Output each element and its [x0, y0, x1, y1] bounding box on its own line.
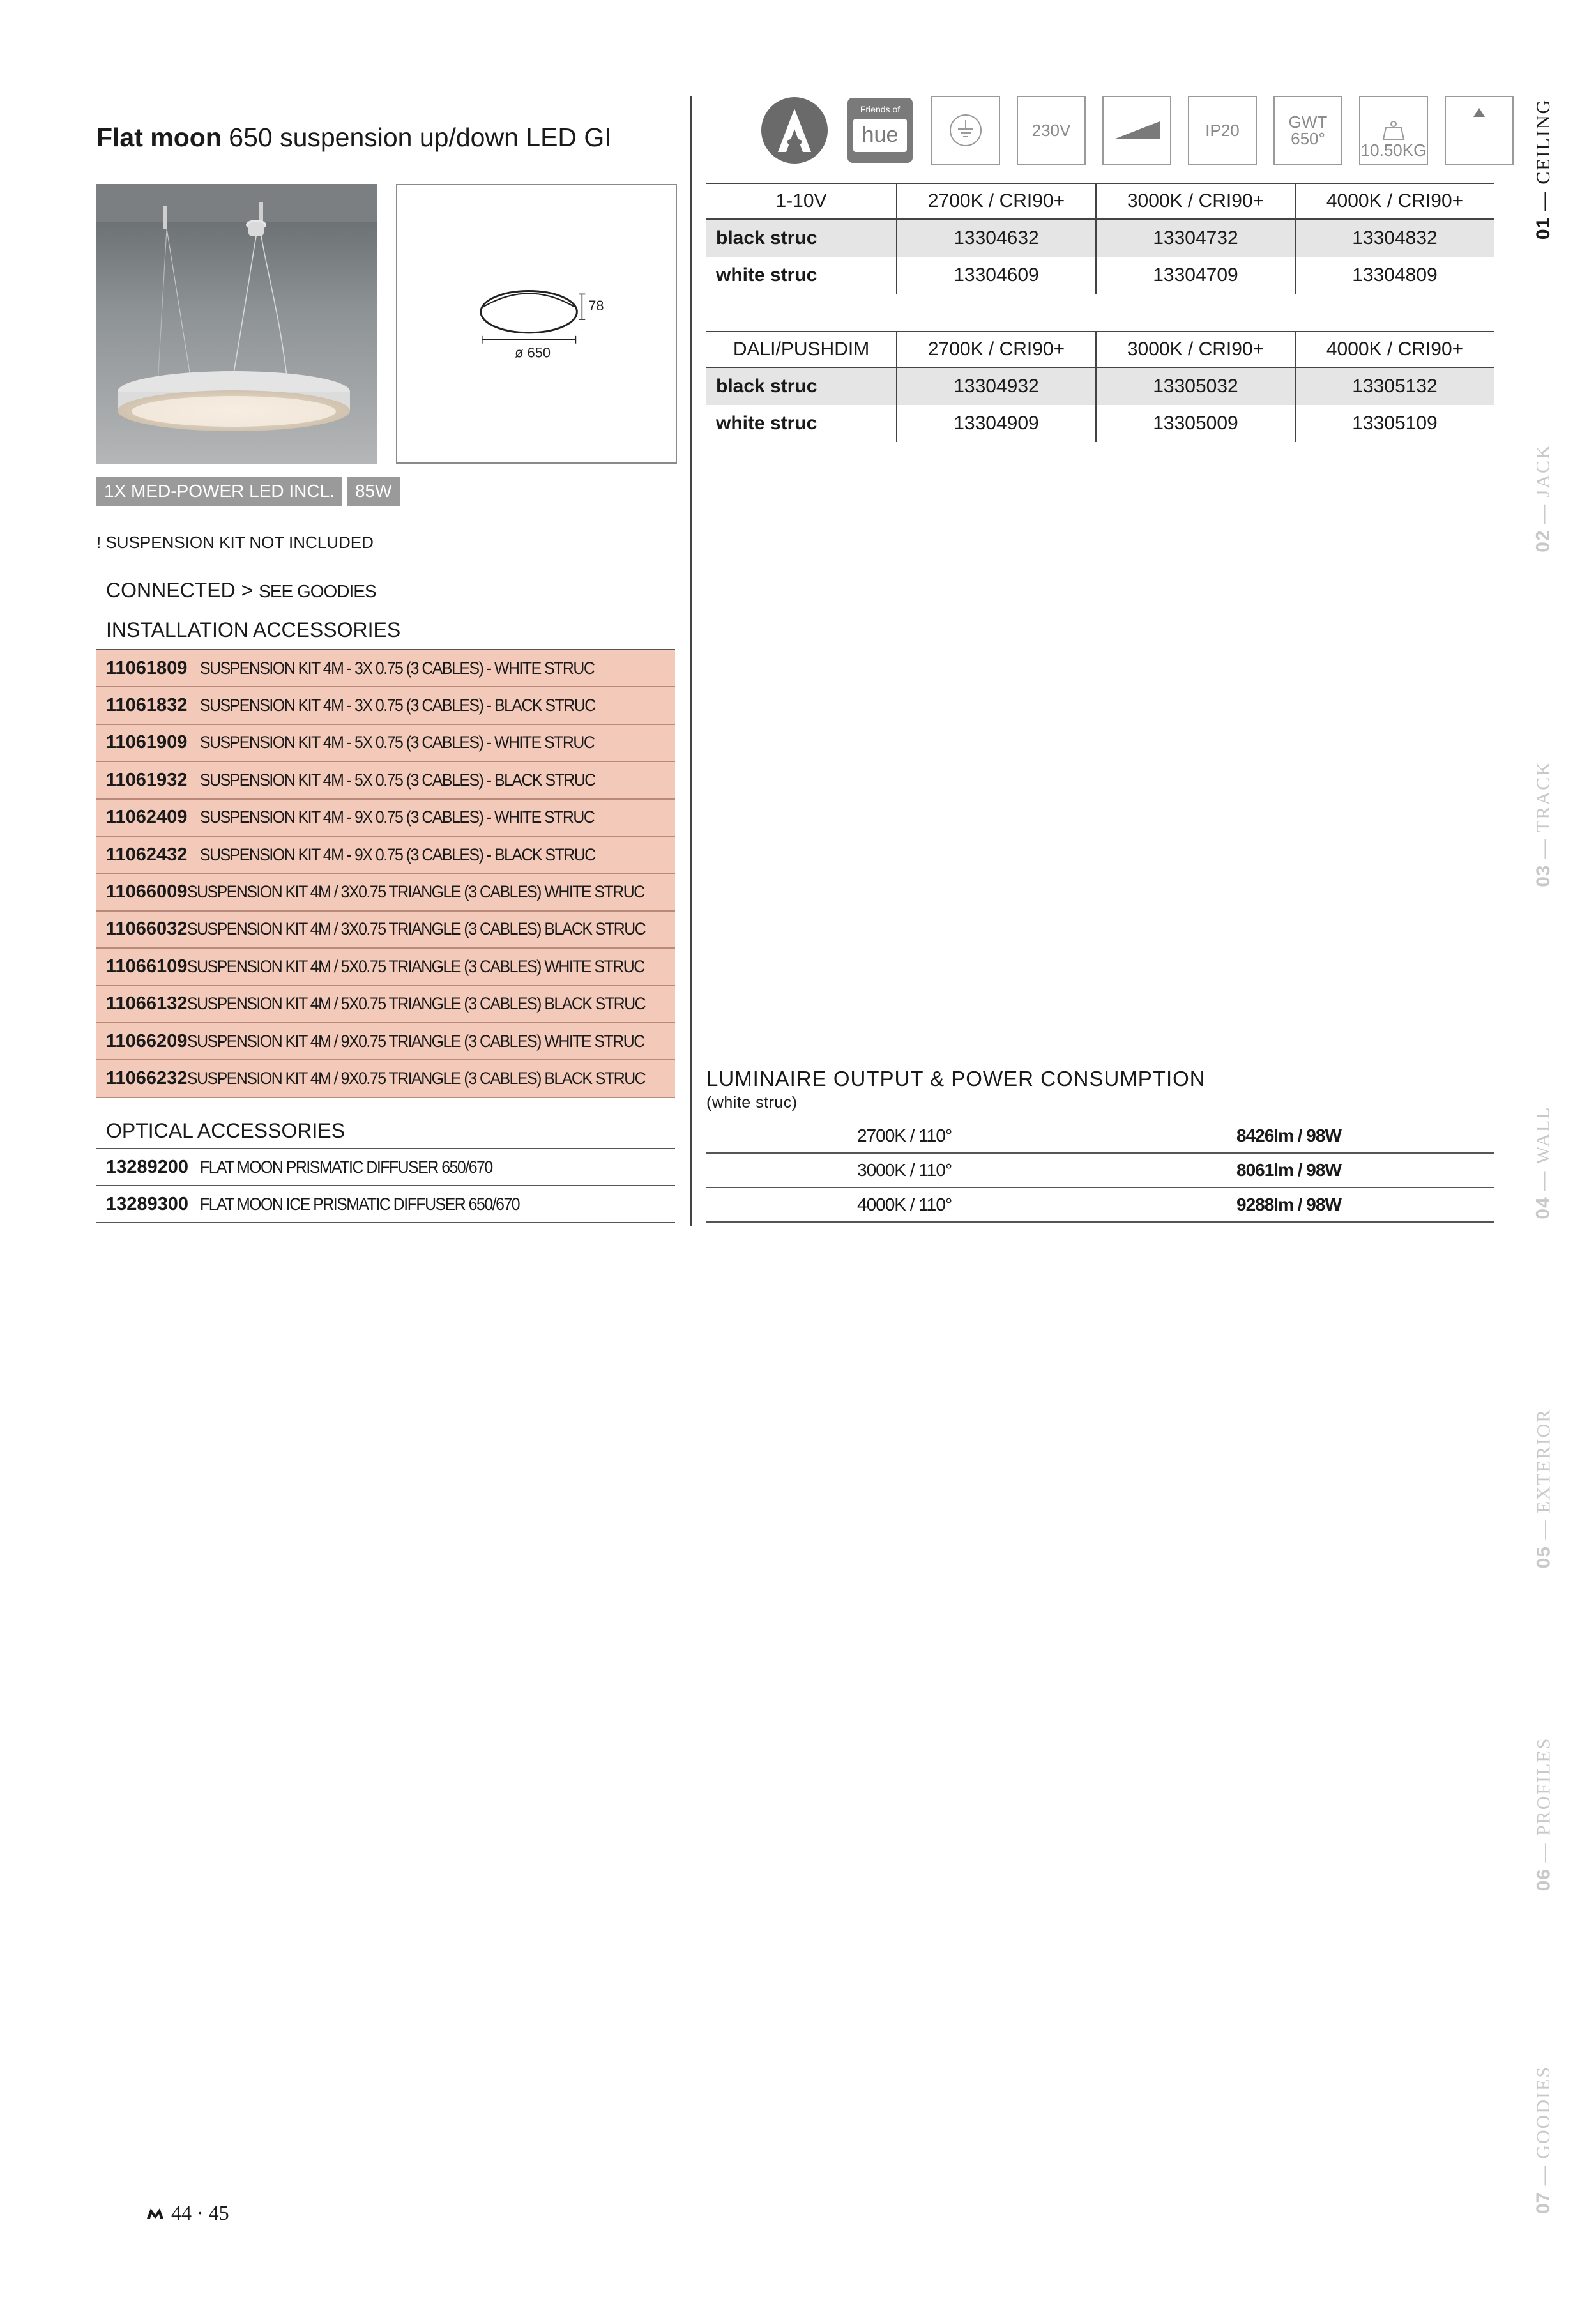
luminaire-output-table: [706, 1119, 1494, 1223]
product-code: 13304932: [896, 368, 1095, 405]
table-row: [96, 874, 675, 911]
accessory-desc: SUSPENSION KIT 4M / 5X0.75 TRIANGLE (3 CABLES) BLACK STRUC: [187, 994, 646, 1014]
accessory-desc: SUSPENSION KIT 4M / 3X0.75 TRIANGLE (3 CABLES) WHITE STRUC: [187, 882, 645, 902]
side-nav-number: 07: [1533, 2191, 1554, 2215]
column-divider: [690, 96, 692, 1226]
product-title: [96, 123, 612, 153]
side-nav-number: 02: [1533, 530, 1554, 553]
table-row: [706, 1119, 1494, 1154]
header-cell: DALI/PUSHDIM: [733, 339, 870, 360]
product-code: 13304832: [1295, 220, 1494, 257]
spec-table-dali: [706, 331, 1494, 442]
weight-icon: [1359, 96, 1428, 165]
optical-accessories-table: [96, 1148, 675, 1223]
side-nav-label: — GOODIES: [1533, 2065, 1554, 2192]
product-code: 13304609: [896, 257, 1095, 294]
product-code: 13304732: [1095, 220, 1295, 257]
side-nav-exterior[interactable]: [1521, 1405, 1566, 1571]
table-row: [96, 1149, 675, 1186]
brand-mark-icon: [146, 2207, 165, 2220]
header-cell: 2700K / CRI90+: [896, 332, 1095, 367]
accessory-code: 11061832: [106, 695, 188, 716]
suspension-note: ! SUSPENSION KIT NOT INCLUDED: [96, 533, 374, 552]
gwt-icon: [1273, 96, 1342, 165]
luminaire-output-title: LUMINAIRE OUTPUT & POWER CONSUMPTION: [706, 1067, 1206, 1090]
product-code: 13305009: [1095, 405, 1295, 442]
table-row: [706, 1154, 1494, 1188]
header-cell: 2700K / CRI90+: [896, 184, 1095, 218]
accessory-code: 11062409: [106, 807, 188, 828]
optical-accessories-title: OPTICAL ACCESSORIES: [106, 1119, 346, 1142]
table-row: [96, 687, 675, 724]
product-code: 13304709: [1095, 257, 1295, 294]
luminaire-output-subtitle: (white struc): [706, 1094, 798, 1111]
ip-rating-icon: IP20: [1188, 96, 1257, 165]
side-nav-label: — WALL: [1533, 1106, 1554, 1197]
header-cell: 3000K / CRI90+: [1095, 184, 1295, 218]
connected-heading: [106, 579, 376, 602]
output-value: 8061lm / 98W: [1236, 1160, 1341, 1180]
accessory-code: 13289300: [106, 1193, 189, 1214]
side-nav-goodies[interactable]: [1521, 2063, 1566, 2217]
connected-arrow: >: [235, 579, 259, 602]
spec-badges: [96, 477, 400, 506]
output-value: 9288lm / 98W: [1236, 1195, 1341, 1214]
table-row: [706, 1188, 1494, 1223]
header-cell: 4000K / CRI90+: [1295, 184, 1494, 218]
table-row: [96, 650, 675, 687]
side-nav-number: 04: [1533, 1196, 1554, 1219]
side-nav-ceiling[interactable]: [1521, 96, 1566, 243]
row-label: white struc: [716, 413, 817, 434]
accessory-desc: SUSPENSION KIT 4M - 3X 0.75 (3 CABLES) - WHITE STRUC: [200, 658, 595, 678]
accessory-desc: SUSPENSION KIT 4M / 9X0.75 TRIANGLE (3 CABLES) WHITE STRUC: [187, 1031, 645, 1051]
side-nav-wall[interactable]: [1521, 1099, 1566, 1226]
color-temp: 3000K / 110°: [857, 1160, 952, 1180]
output-value: 8426lm / 98W: [1236, 1126, 1341, 1145]
accessory-desc: SUSPENSION KIT 4M - 9X 0.75 (3 CABLES) - BLACK STRUC: [200, 844, 595, 864]
side-nav-profiles[interactable]: [1521, 1731, 1566, 1897]
table-row: [96, 837, 675, 874]
side-nav-label: — EXTERIOR: [1533, 1408, 1554, 1546]
accessory-desc: SUSPENSION KIT 4M - 3X 0.75 (3 CABLES) - BLACK STRUC: [200, 696, 595, 715]
product-code: 13305132: [1295, 368, 1494, 405]
led-badge: 1X MED-POWER LED INCL.: [96, 477, 342, 506]
table-row: [96, 800, 675, 837]
page-footer: [146, 2201, 229, 2225]
header-cell: 1-10V: [775, 190, 827, 211]
table-header: [706, 183, 1494, 220]
weight-value: 10.50KG: [1360, 141, 1427, 160]
accessory-code: 11066132: [106, 993, 188, 1014]
table-row: [96, 1023, 675, 1060]
product-photo: [96, 184, 377, 464]
connected-label: CONNECTED: [106, 579, 236, 602]
table-row: [706, 368, 1494, 405]
side-nav-label: — TRACK: [1533, 761, 1554, 865]
table-row: [706, 405, 1494, 442]
table-row: [96, 762, 675, 799]
power-badge: 85W: [347, 477, 400, 506]
hue-icon: [846, 96, 915, 165]
side-nav-track[interactable]: [1521, 760, 1566, 888]
page-numbers: 44 · 45: [171, 2201, 229, 2224]
see-goodies-link[interactable]: SEE GOODIES: [259, 581, 376, 601]
spec-table-1-10v: [706, 183, 1494, 294]
product-code: 13304909: [896, 405, 1095, 442]
row-label: black struc: [716, 227, 817, 248]
accessory-code: 11066209: [106, 1030, 188, 1051]
product-code: 13305109: [1295, 405, 1494, 442]
feature-icons: [760, 96, 1530, 166]
accessory-code: 11066109: [106, 956, 188, 977]
side-nav-number: 03: [1533, 864, 1554, 887]
accessory-desc: SUSPENSION KIT 4M / 5X0.75 TRIANGLE (3 CABLES) WHITE STRUC: [187, 956, 645, 976]
accessory-desc: SUSPENSION KIT 4M - 5X 0.75 (3 CABLES) - WHITE STRUC: [200, 733, 595, 752]
product-subtitle: 650 suspension up/down LED GI: [221, 123, 612, 152]
color-temp: 4000K / 110°: [857, 1195, 952, 1214]
side-nav-jack[interactable]: [1521, 441, 1566, 556]
earth-ground-icon: [931, 96, 1000, 165]
header-cell: 3000K / CRI90+: [1095, 332, 1295, 367]
side-nav-number: 06: [1533, 1868, 1554, 1891]
side-nav-label: — PROFILES: [1533, 1737, 1554, 1868]
table-row: [96, 912, 675, 949]
table-row: [706, 257, 1494, 294]
dimension-height: 78: [588, 298, 604, 314]
color-temp: 2700K / 110°: [857, 1126, 952, 1145]
product-code: 13304809: [1295, 257, 1494, 294]
table-row: [96, 986, 675, 1023]
accessory-desc: FLAT MOON ICE PRISMATIC DIFFUSER 650/670: [200, 1194, 520, 1214]
table-row: [96, 1186, 675, 1223]
hue-top-text: Friends of: [860, 104, 901, 114]
table-row: [96, 1060, 675, 1097]
row-label: white struc: [716, 264, 817, 286]
dimension-drawing: [396, 184, 677, 464]
dimension-diameter: ø 650: [515, 344, 551, 361]
up-arrow-icon: [1445, 96, 1514, 165]
row-label: black struc: [716, 376, 817, 397]
accessory-code: 11061932: [106, 769, 188, 790]
side-nav-label: — JACK: [1533, 444, 1554, 530]
header-cell: 4000K / CRI90+: [1295, 332, 1494, 367]
table-row: [96, 725, 675, 762]
hue-word-text: hue: [862, 123, 899, 147]
table-row: [706, 220, 1494, 257]
side-nav-label: — CEILING: [1533, 98, 1554, 217]
accessory-desc: SUSPENSION KIT 4M / 9X0.75 TRIANGLE (3 CABLES) BLACK STRUC: [187, 1068, 646, 1088]
table-header: [706, 331, 1494, 368]
accessory-code: 11061809: [106, 657, 188, 678]
accessory-desc: SUSPENSION KIT 4M - 9X 0.75 (3 CABLES) - WHITE STRUC: [200, 807, 595, 827]
accessory-code: 11066009: [106, 882, 188, 903]
brand-logo-icon: [760, 96, 829, 165]
accessory-code: 13289200: [106, 1156, 189, 1177]
gwt-line1: GWT: [1288, 112, 1328, 132]
accessory-code: 11061909: [106, 732, 188, 753]
accessory-desc: SUSPENSION KIT 4M / 3X0.75 TRIANGLE (3 CABLES) BLACK STRUC: [187, 919, 646, 939]
side-nav-number: 01: [1533, 217, 1554, 240]
table-row: [96, 949, 675, 986]
installation-accessories-table: [96, 649, 675, 1098]
dimmable-icon: [1102, 96, 1171, 165]
installation-accessories-title: INSTALLATION ACCESSORIES: [106, 618, 401, 641]
voltage-icon: 230V: [1017, 96, 1086, 165]
product-name: Flat moon: [96, 123, 222, 152]
accessory-desc: SUSPENSION KIT 4M - 5X 0.75 (3 CABLES) - BLACK STRUC: [200, 770, 595, 790]
accessory-desc: FLAT MOON PRISMATIC DIFFUSER 650/670: [200, 1157, 492, 1177]
side-nav-number: 05: [1533, 1545, 1554, 1569]
accessory-code: 11066232: [106, 1067, 188, 1088]
accessory-code: 11062432: [106, 844, 188, 865]
product-code: 13304632: [896, 220, 1095, 257]
accessory-code: 11066032: [106, 919, 188, 940]
gwt-line2: 650°: [1291, 129, 1325, 148]
product-code: 13305032: [1095, 368, 1295, 405]
